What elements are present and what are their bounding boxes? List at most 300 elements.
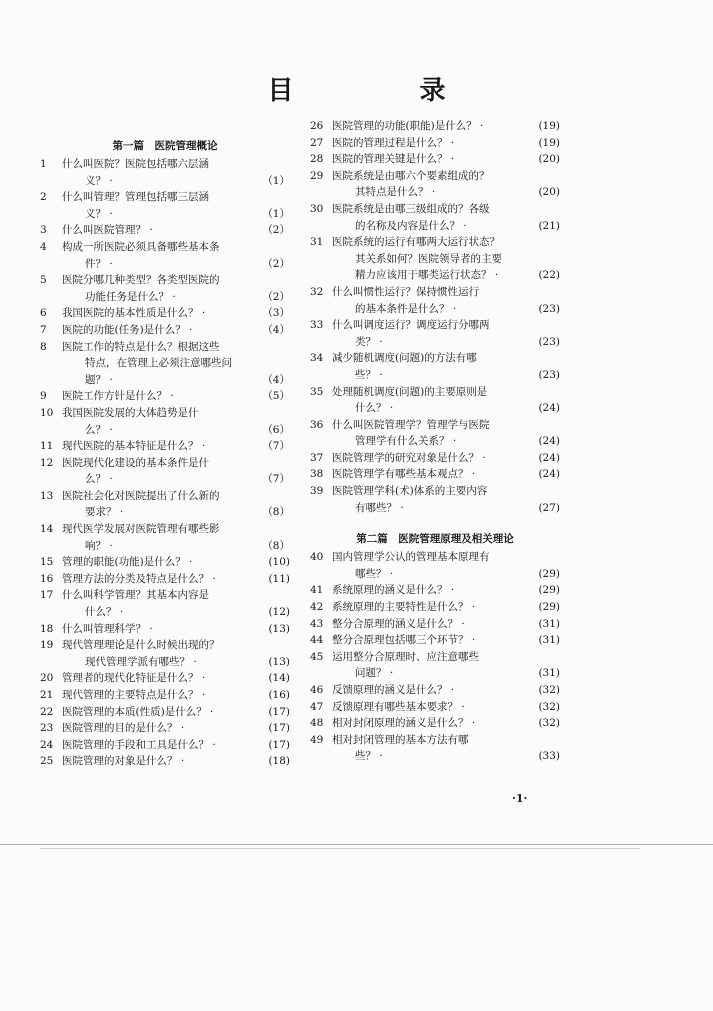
page-title: 目 录 bbox=[267, 76, 496, 106]
leader-dots: · bbox=[386, 667, 394, 680]
entry-text-line bbox=[310, 400, 560, 417]
entry-text: 什么？ bbox=[355, 402, 387, 415]
toc-entry[interactable] bbox=[310, 384, 560, 417]
entry-text-line bbox=[40, 687, 290, 704]
toc-entry[interactable] bbox=[40, 687, 290, 704]
entry-text: 现代管理的主要特点是什么？ bbox=[62, 689, 199, 701]
entry-text-line bbox=[40, 720, 290, 737]
entry-page: (11) bbox=[268, 572, 290, 585]
entry-page: (29) bbox=[538, 567, 560, 580]
entry-text-line bbox=[40, 339, 290, 356]
entry-text-line bbox=[310, 367, 560, 384]
entry-text-line bbox=[40, 256, 290, 273]
entry-number: 34 bbox=[310, 352, 324, 365]
entry-text: 医院管理的手段和工具是什么？ bbox=[62, 738, 209, 751]
entry-text-line bbox=[40, 222, 290, 239]
entry-page: （5） bbox=[262, 390, 290, 403]
leader-dots: · bbox=[209, 572, 216, 585]
entry-text-line bbox=[40, 654, 290, 671]
entry-text: 特点，在管理上必须注意哪些问 bbox=[85, 357, 232, 370]
entry-text-line bbox=[310, 566, 560, 583]
entry-text: 精力应该用于哪类运行状态？ bbox=[355, 269, 492, 282]
entry-text-line bbox=[40, 322, 290, 339]
entry-text-line bbox=[40, 289, 290, 306]
entry-text-line bbox=[40, 554, 290, 571]
toc-entry[interactable] bbox=[310, 168, 560, 201]
toc-entry[interactable] bbox=[40, 637, 290, 670]
entry-text: 管理的职能(功能)是什么？ bbox=[62, 556, 186, 569]
entry-text: 些？ bbox=[355, 368, 376, 381]
entry-text-line bbox=[310, 715, 560, 732]
entry-number: 17 bbox=[40, 589, 54, 602]
leader-dots: · bbox=[185, 556, 193, 569]
toc-entry[interactable] bbox=[40, 222, 290, 239]
toc-column-left bbox=[40, 137, 290, 770]
entry-page: (10) bbox=[268, 556, 290, 569]
entry-number: 32 bbox=[310, 285, 324, 298]
entry-text: 管理方法的分类及特点是什么？ bbox=[62, 572, 209, 585]
toc-entry[interactable] bbox=[40, 571, 290, 588]
toc-list-left bbox=[40, 156, 290, 770]
page-number: ·1· bbox=[512, 792, 528, 805]
entry-text: 功能任务是什么？ bbox=[85, 290, 169, 303]
leader-dots: · bbox=[106, 373, 113, 386]
entry-text-line bbox=[310, 450, 560, 467]
entry-page: (24) bbox=[538, 451, 560, 464]
entry-text: 国内管理学公认的管理基本原理有 bbox=[332, 551, 490, 564]
toc-entry[interactable] bbox=[40, 339, 290, 389]
entry-text-line bbox=[310, 649, 560, 666]
entry-page: (24) bbox=[538, 435, 560, 448]
entry-text-line bbox=[310, 582, 560, 599]
entry-text: 医院管理的功能(职能)是什么？ bbox=[332, 120, 477, 132]
entry-page: （1） bbox=[262, 174, 290, 187]
toc-entry[interactable] bbox=[310, 135, 560, 152]
entry-page: （6） bbox=[262, 423, 290, 436]
entry-text-line bbox=[40, 670, 290, 687]
entry-number: 44 bbox=[310, 634, 324, 647]
toc-list-right-b bbox=[310, 549, 560, 765]
entry-number: 30 bbox=[310, 202, 324, 215]
entry-page: (20) bbox=[538, 186, 560, 199]
entry-text-line bbox=[310, 135, 560, 152]
entry-number: 19 bbox=[40, 639, 54, 652]
toc-entry[interactable] bbox=[40, 488, 290, 521]
toc-entry[interactable] bbox=[310, 350, 560, 383]
entry-text: 要求？ bbox=[85, 506, 117, 519]
toc-entry[interactable] bbox=[40, 322, 290, 339]
entry-number: 2 bbox=[40, 191, 47, 204]
entry-text: 医院分哪几种类型？各类型医院的 bbox=[62, 274, 220, 287]
entry-text-line bbox=[310, 466, 560, 483]
toc-entry[interactable] bbox=[310, 151, 560, 168]
entry-number: 33 bbox=[310, 319, 324, 332]
toc-entry[interactable] bbox=[310, 483, 560, 516]
entry-text: 题？ bbox=[85, 373, 106, 386]
entry-page: (32) bbox=[538, 700, 560, 713]
leader-dots: · bbox=[386, 402, 394, 415]
entry-text-line bbox=[310, 168, 560, 185]
entry-page: (23) bbox=[538, 368, 560, 381]
toc-entry[interactable] bbox=[310, 732, 560, 765]
leader-dots: · bbox=[449, 435, 457, 448]
toc-entry[interactable] bbox=[310, 582, 560, 599]
leader-dots: · bbox=[386, 567, 394, 580]
entry-page: （2） bbox=[262, 257, 290, 270]
entry-text-line bbox=[310, 118, 560, 135]
leader-dots: · bbox=[198, 689, 206, 701]
entry-text: 什么叫惯性运行？保持惯性运行 bbox=[332, 285, 479, 298]
entry-text-line bbox=[40, 587, 290, 604]
leader-dots: · bbox=[198, 672, 206, 685]
entry-number: 4 bbox=[40, 240, 47, 253]
entry-number: 11 bbox=[40, 440, 54, 453]
entry-number: 26 bbox=[310, 120, 324, 132]
entry-text-line bbox=[40, 173, 290, 190]
entry-text: 什么？ bbox=[85, 606, 117, 619]
leader-dots: · bbox=[447, 584, 455, 597]
toc-entry[interactable] bbox=[310, 201, 560, 234]
entry-text: 医院的管理过程是什么？ bbox=[332, 136, 448, 149]
entry-text-line bbox=[310, 201, 560, 218]
entry-text-line bbox=[310, 616, 560, 633]
leader-dots: · bbox=[167, 390, 174, 403]
entry-number: 42 bbox=[310, 601, 324, 614]
entry-page: (31) bbox=[538, 617, 560, 630]
leader-dots: · bbox=[397, 501, 404, 514]
entry-page: (29) bbox=[538, 584, 560, 597]
toc-entry[interactable] bbox=[40, 737, 290, 754]
entry-number: 38 bbox=[310, 468, 324, 481]
toc-entry[interactable] bbox=[40, 455, 290, 488]
leader-dots: · bbox=[116, 606, 124, 619]
entry-number: 23 bbox=[40, 722, 54, 735]
entry-page: (23) bbox=[538, 335, 560, 348]
entry-number: 36 bbox=[310, 418, 324, 431]
entry-text: 整分合原理包括哪三个环节？ bbox=[332, 634, 469, 647]
entry-text: 什么叫医院管理学？管理学与医院 bbox=[332, 418, 490, 431]
toc-entry[interactable] bbox=[40, 720, 290, 737]
leader-dots: · bbox=[468, 468, 476, 481]
toc-entry[interactable] bbox=[310, 450, 560, 467]
entry-text-line bbox=[40, 521, 290, 538]
entry-text: 医院管理的本质(性质)是什么？ bbox=[62, 705, 207, 718]
entry-text-line bbox=[40, 538, 290, 555]
entry-text: 减少随机调度(问题)的方法有哪 bbox=[332, 352, 477, 365]
entry-number: 20 bbox=[40, 672, 54, 685]
entry-text: 其关系如何？医院领导者的主要 bbox=[355, 252, 502, 265]
toc-entry[interactable] bbox=[40, 239, 290, 272]
toc-entry[interactable] bbox=[310, 682, 560, 699]
entry-text: 的名称及内容是什么？ bbox=[355, 219, 460, 232]
entry-page: （2） bbox=[262, 290, 290, 303]
entry-number: 16 bbox=[40, 572, 54, 585]
leader-dots: · bbox=[209, 738, 216, 751]
toc-entry[interactable] bbox=[40, 670, 290, 687]
entry-page: (29) bbox=[538, 601, 560, 614]
entry-text: 医院系统的运行有哪两大运行状态？ bbox=[332, 236, 500, 249]
toc-entry[interactable] bbox=[40, 753, 290, 770]
leader-dots: · bbox=[376, 750, 383, 763]
entry-page: (24) bbox=[538, 468, 560, 481]
entry-number: 49 bbox=[310, 733, 324, 746]
entry-text: 医院的管理关键是什么？ bbox=[332, 153, 448, 166]
toc-entry[interactable] bbox=[310, 715, 560, 732]
leader-dots: · bbox=[468, 601, 476, 614]
entry-text-line bbox=[40, 422, 290, 439]
entry-text-line bbox=[40, 272, 290, 289]
entry-page: (18) bbox=[268, 755, 290, 768]
entry-text-line bbox=[40, 156, 290, 173]
entry-page: (33) bbox=[538, 750, 560, 763]
entry-number: 40 bbox=[310, 551, 324, 564]
entry-page: (13) bbox=[268, 655, 290, 668]
entry-page: （2） bbox=[262, 224, 290, 237]
entry-text: 系统原理的主要特性是什么？ bbox=[332, 601, 469, 614]
entry-text: 医院管理学有哪些基本观点？ bbox=[332, 468, 469, 481]
leader-dots: · bbox=[458, 617, 465, 630]
entry-text-line bbox=[40, 305, 290, 322]
toc-entry[interactable] bbox=[40, 521, 290, 554]
entry-text-line bbox=[40, 405, 290, 422]
entry-text: 件？ bbox=[85, 257, 106, 270]
entry-text: 我国医院发展的大体趋势是什 bbox=[62, 406, 199, 419]
toc-entry[interactable] bbox=[40, 554, 290, 571]
toc-entry[interactable] bbox=[310, 632, 560, 649]
leader-dots: · bbox=[190, 655, 197, 668]
section-heading: 第二篇 医院管理原理及相关理论 bbox=[356, 533, 514, 546]
entry-text: 医院管理学科(术)体系的主要内容 bbox=[332, 485, 488, 498]
entry-text: 么？ bbox=[85, 423, 106, 436]
entry-text-line bbox=[310, 284, 560, 301]
entry-text-line bbox=[310, 699, 560, 716]
entry-text-line bbox=[40, 372, 290, 389]
entry-text-line bbox=[310, 267, 560, 284]
entry-number: 1 bbox=[40, 158, 47, 170]
entry-text: 什么叫医院？医院包括哪六层涵 bbox=[62, 158, 209, 170]
toc-entry[interactable] bbox=[40, 621, 290, 638]
entry-text-line bbox=[40, 388, 290, 405]
entry-text: 管理者的现代化特征是什么？ bbox=[62, 672, 199, 685]
leader-dots: · bbox=[458, 700, 465, 713]
leader-dots: · bbox=[479, 451, 486, 464]
toc-entry[interactable] bbox=[40, 305, 290, 322]
entry-number: 37 bbox=[310, 451, 324, 464]
entry-number: 47 bbox=[310, 700, 324, 713]
entry-text-line bbox=[40, 571, 290, 588]
entry-text: 处理随机调度(问题)的主要原则是 bbox=[332, 385, 488, 398]
toc-entry[interactable] bbox=[310, 599, 560, 616]
entry-text: 什么叫管理科学？ bbox=[62, 622, 146, 635]
entry-text-line bbox=[40, 621, 290, 638]
entry-number: 9 bbox=[40, 390, 47, 403]
entry-number: 22 bbox=[40, 705, 54, 718]
entry-text: 响？ bbox=[85, 539, 106, 552]
toc-entry[interactable] bbox=[40, 438, 290, 455]
entry-number: 3 bbox=[40, 224, 47, 237]
entry-page: （8） bbox=[262, 506, 290, 519]
entry-text-line bbox=[40, 239, 290, 256]
entry-number: 10 bbox=[40, 406, 54, 419]
entry-text: 相对封闭管理的基本方法有哪 bbox=[332, 733, 469, 746]
entry-number: 46 bbox=[310, 684, 324, 696]
leader-dots: · bbox=[468, 717, 476, 730]
leader-dots: · bbox=[449, 302, 457, 315]
toc-entry[interactable] bbox=[310, 616, 560, 633]
entry-text-line bbox=[40, 753, 290, 770]
entry-page: （4） bbox=[262, 373, 290, 386]
entry-text-line bbox=[310, 417, 560, 434]
entry-text: 现代医院的基本特征是什么？ bbox=[62, 440, 199, 453]
entry-text-line bbox=[40, 488, 290, 505]
entry-text-line bbox=[310, 218, 560, 235]
entry-number: 18 bbox=[40, 622, 54, 635]
entry-text-line bbox=[310, 599, 560, 616]
toc-entry[interactable] bbox=[310, 549, 560, 582]
entry-text: 些？ bbox=[355, 750, 376, 763]
entry-number: 43 bbox=[310, 617, 324, 630]
entry-text-line bbox=[310, 632, 560, 649]
entry-text-line bbox=[40, 355, 290, 372]
toc-entry[interactable] bbox=[40, 704, 290, 721]
entry-page: (23) bbox=[538, 302, 560, 315]
entry-number: 13 bbox=[40, 489, 54, 502]
entry-text: 义？ bbox=[85, 174, 106, 187]
leader-dots: · bbox=[106, 539, 113, 552]
entry-text: 相对封闭原理的涵义是什么？ bbox=[332, 717, 469, 730]
entry-page: (20) bbox=[538, 153, 560, 166]
entry-text: 什么叫医院管理？ bbox=[62, 224, 146, 237]
leader-dots: · bbox=[447, 684, 455, 696]
entry-text-line bbox=[40, 455, 290, 472]
entry-page: (32) bbox=[538, 717, 560, 730]
entry-page: (21) bbox=[538, 219, 560, 232]
entry-text: 系统原理的涵义是什么？ bbox=[332, 584, 448, 597]
entry-number: 25 bbox=[40, 755, 54, 768]
entry-number: 27 bbox=[310, 136, 324, 149]
entry-page: （1） bbox=[262, 207, 290, 220]
entry-number: 8 bbox=[40, 340, 47, 353]
entry-text-line bbox=[310, 549, 560, 566]
entry-page: （7） bbox=[262, 440, 290, 453]
entry-page: (22) bbox=[538, 269, 560, 282]
toc-entry[interactable] bbox=[40, 156, 290, 189]
entry-text-line bbox=[310, 184, 560, 201]
toc-entry[interactable] bbox=[310, 649, 560, 682]
entry-page: (19) bbox=[538, 136, 560, 149]
entry-text: 什么叫调度运行？调度运行分哪两 bbox=[332, 319, 490, 332]
leader-dots: · bbox=[447, 153, 455, 166]
entry-page: (17) bbox=[268, 705, 290, 718]
entry-page: (17) bbox=[268, 738, 290, 751]
entry-text: 医院社会化对医院提出了什么新的 bbox=[62, 489, 220, 502]
entry-text: 医院现代化建设的基本条件是什 bbox=[62, 456, 209, 469]
entry-page: (12) bbox=[268, 606, 290, 619]
toc-entry[interactable] bbox=[40, 272, 290, 305]
entry-text-line bbox=[310, 500, 560, 517]
toc-entry[interactable] bbox=[310, 317, 560, 350]
entry-number: 5 bbox=[40, 274, 47, 287]
entry-text-line bbox=[40, 737, 290, 754]
leader-dots: · bbox=[177, 722, 185, 735]
section-heading: 第一篇 医院管理概论 bbox=[112, 140, 218, 152]
leader-dots: · bbox=[177, 755, 185, 768]
entry-text: 现代医学发展对医院管理有哪些影 bbox=[62, 523, 220, 536]
entry-page: （4） bbox=[262, 323, 290, 336]
entry-text-line bbox=[310, 234, 560, 251]
entry-number: 29 bbox=[310, 169, 324, 182]
leader-dots: · bbox=[106, 423, 113, 436]
entry-text: 医院的功能(任务)是什么？ bbox=[62, 323, 186, 336]
entry-number: 48 bbox=[310, 717, 324, 730]
entry-page: （7） bbox=[262, 473, 290, 486]
leader-dots: · bbox=[447, 136, 455, 149]
leader-dots: · bbox=[146, 224, 153, 237]
entry-text-line bbox=[310, 251, 560, 268]
entry-text: 的基本条件是什么？ bbox=[355, 302, 450, 315]
toc-list-right-a bbox=[310, 118, 560, 516]
leader-dots: · bbox=[376, 335, 383, 348]
toc-entry[interactable] bbox=[310, 417, 560, 450]
leader-dots: · bbox=[206, 705, 214, 718]
entry-text: 医院系统是由哪三级组成的？各级 bbox=[332, 202, 490, 215]
leader-dots: · bbox=[198, 440, 206, 453]
leader-dots: · bbox=[106, 174, 113, 187]
leader-dots: · bbox=[376, 368, 383, 381]
entry-number: 41 bbox=[310, 584, 324, 597]
toc-entry[interactable] bbox=[310, 284, 560, 317]
entry-text: 有哪些？ bbox=[355, 501, 397, 514]
entry-text: 什么叫科学管理？其基本内容是 bbox=[62, 589, 209, 602]
entry-number: 14 bbox=[40, 523, 54, 536]
entry-text-line bbox=[310, 748, 560, 765]
entry-text-line bbox=[310, 334, 560, 351]
leader-dots: · bbox=[106, 207, 113, 220]
leader-dots: · bbox=[106, 257, 113, 270]
entry-text: 我国医院的基本性质是什么？ bbox=[62, 307, 199, 320]
entry-text: 现代管理学派有哪些？ bbox=[85, 655, 190, 668]
toc-entry[interactable] bbox=[310, 699, 560, 716]
toc-entry[interactable] bbox=[310, 234, 560, 284]
leader-dots: · bbox=[198, 307, 206, 320]
toc-entry[interactable] bbox=[310, 118, 560, 135]
entry-number: 45 bbox=[310, 650, 324, 663]
toc-entry[interactable] bbox=[40, 189, 290, 222]
entry-page: (31) bbox=[538, 634, 560, 647]
entry-page: (16) bbox=[268, 689, 290, 701]
scan-edge-line bbox=[40, 848, 640, 849]
entry-number: 6 bbox=[40, 307, 47, 320]
entry-text: 反馈原理的涵义是什么？ bbox=[332, 684, 448, 696]
entry-page: （8） bbox=[262, 539, 290, 552]
leader-dots: · bbox=[428, 186, 436, 199]
entry-page: (24) bbox=[538, 402, 560, 415]
toc-entry[interactable] bbox=[310, 466, 560, 483]
leader-dots: · bbox=[106, 473, 113, 486]
entry-text-line bbox=[310, 682, 560, 699]
leader-dots: · bbox=[146, 622, 153, 635]
toc-entry[interactable] bbox=[40, 587, 290, 620]
toc-entry[interactable] bbox=[40, 405, 290, 438]
entry-text: 医院管理的目的是什么？ bbox=[62, 722, 178, 735]
entry-text: 现代管理理论是什么时候出现的？ bbox=[62, 639, 220, 652]
entry-text: 管理学有什么关系？ bbox=[355, 435, 450, 448]
entry-text: 运用整分合原理时、应注意哪些 bbox=[332, 650, 479, 663]
entry-page: (32) bbox=[538, 684, 560, 696]
toc-entry[interactable] bbox=[40, 388, 290, 405]
entry-text-line bbox=[40, 604, 290, 621]
entry-text-line bbox=[40, 438, 290, 455]
